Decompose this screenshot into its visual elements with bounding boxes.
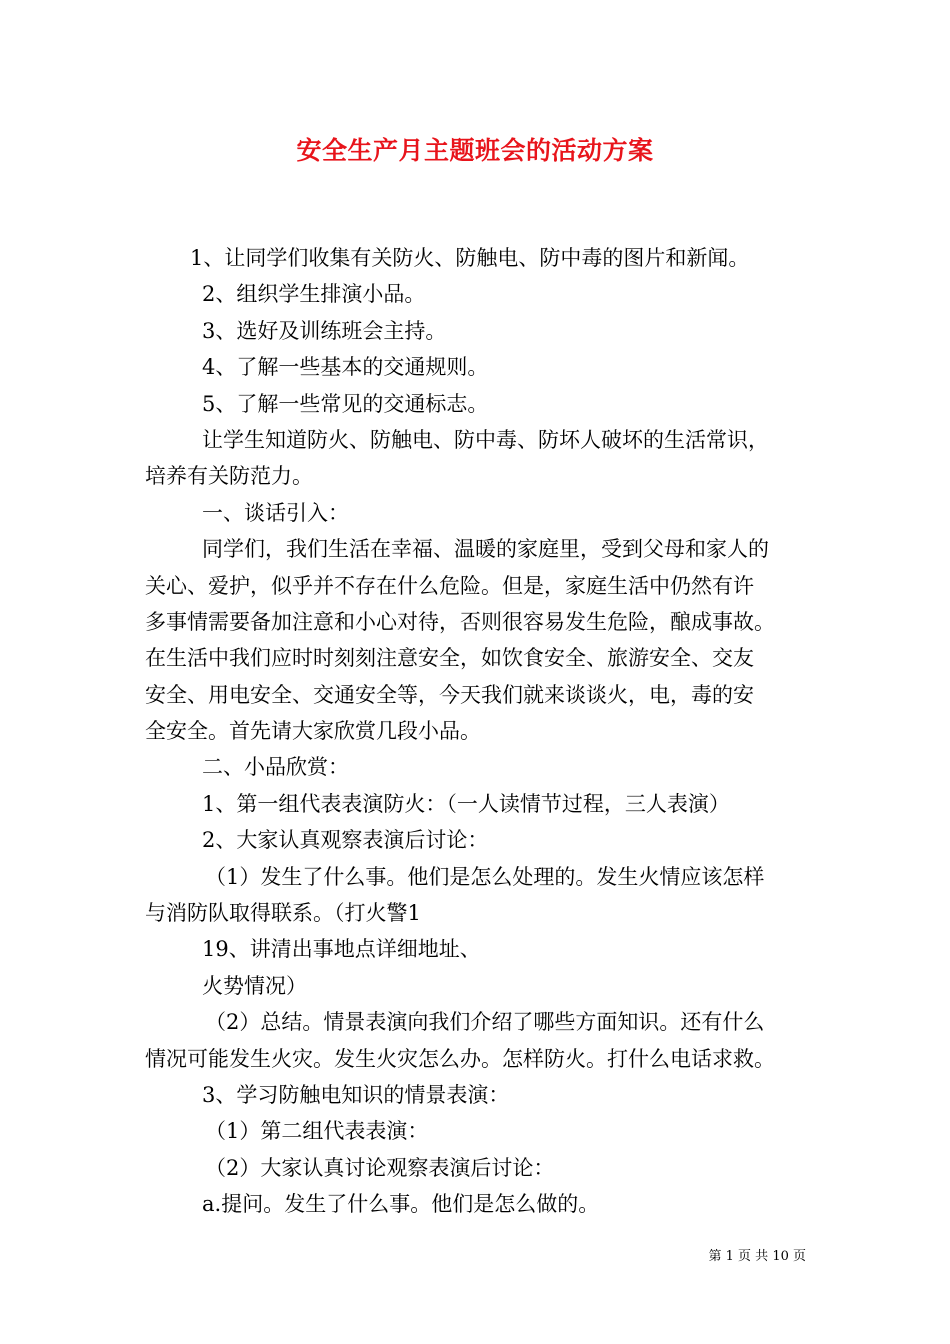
document-title: 安全生产月主题班会的活动方案	[296, 136, 654, 165]
body-line: 2、组织学生排演小品。	[202, 282, 426, 307]
body-line: 2、大家认真观察表演后讨论：	[202, 828, 489, 853]
document-body	[145, 240, 825, 1223]
body-line: 1、让同学们收集有关防火、防触电、防中毒的图片和新闻。	[190, 246, 750, 270]
body-line: 培养有关防范力。	[145, 464, 313, 489]
body-line: 与消防队取得联系。（打火警1	[145, 901, 421, 926]
body-line: 全安全。首先请大家欣赏几段小品。	[145, 719, 481, 744]
body-line: 火势情况）	[202, 973, 307, 998]
body-line: 让学生知道防火、防触电、防中毒、防坏人破坏的生活常识，	[202, 427, 769, 452]
body-line: a.提问。发生了什么事。他们是怎么做的。	[202, 1192, 600, 1217]
body-line: 同学们，我们生活在幸福、温暖的家庭里，受到父母和家人的	[202, 537, 769, 562]
body-line: 关心、爱护，似乎并不存在什么危险。但是，家庭生活中仍然有许	[145, 573, 754, 598]
body-line: （2）总结。情景表演向我们介绍了哪些方面知识。还有什么	[205, 1010, 765, 1035]
body-line: 情况可能发生火灾。发生火灾怎么办。怎样防火。打什么电话求救。	[145, 1046, 775, 1071]
body-line: 3、学习防触电知识的情景表演：	[202, 1082, 510, 1107]
body-line: 多事情需要备加注意和小心对待，否则很容易发生危险，酿成事故。	[145, 609, 775, 634]
section-heading: 二、小品欣赏：	[202, 755, 349, 780]
body-line: 1、第一组代表表演防火：（一人读情节过程，三人表演）	[202, 791, 730, 816]
body-line: （1）第二组代表表演：	[205, 1119, 429, 1144]
body-line: 安全、用电安全、交通安全等，今天我们就来谈谈火，电，毒的安	[145, 682, 754, 707]
body-line: 5、了解一些常见的交通标志。	[202, 391, 489, 416]
body-line: 在生活中我们应时时刻刻注意安全，如饮食安全、旅游安全、交友	[145, 646, 754, 671]
section-heading: 一、谈话引入：	[202, 500, 349, 525]
body-line: 3、选好及训练班会主持。	[202, 318, 447, 343]
page-number: 第 1 页 共 10 页	[708, 1249, 806, 1264]
body-line: 4、了解一些基本的交通规则。	[202, 355, 489, 380]
body-line: 19、讲清出事地点详细地址、	[202, 937, 481, 962]
body-line: （2）大家认真讨论观察表演后讨论：	[205, 1155, 555, 1180]
body-line: （1）发生了什么事。他们是怎么处理的。发生火情应该怎样	[205, 864, 765, 889]
